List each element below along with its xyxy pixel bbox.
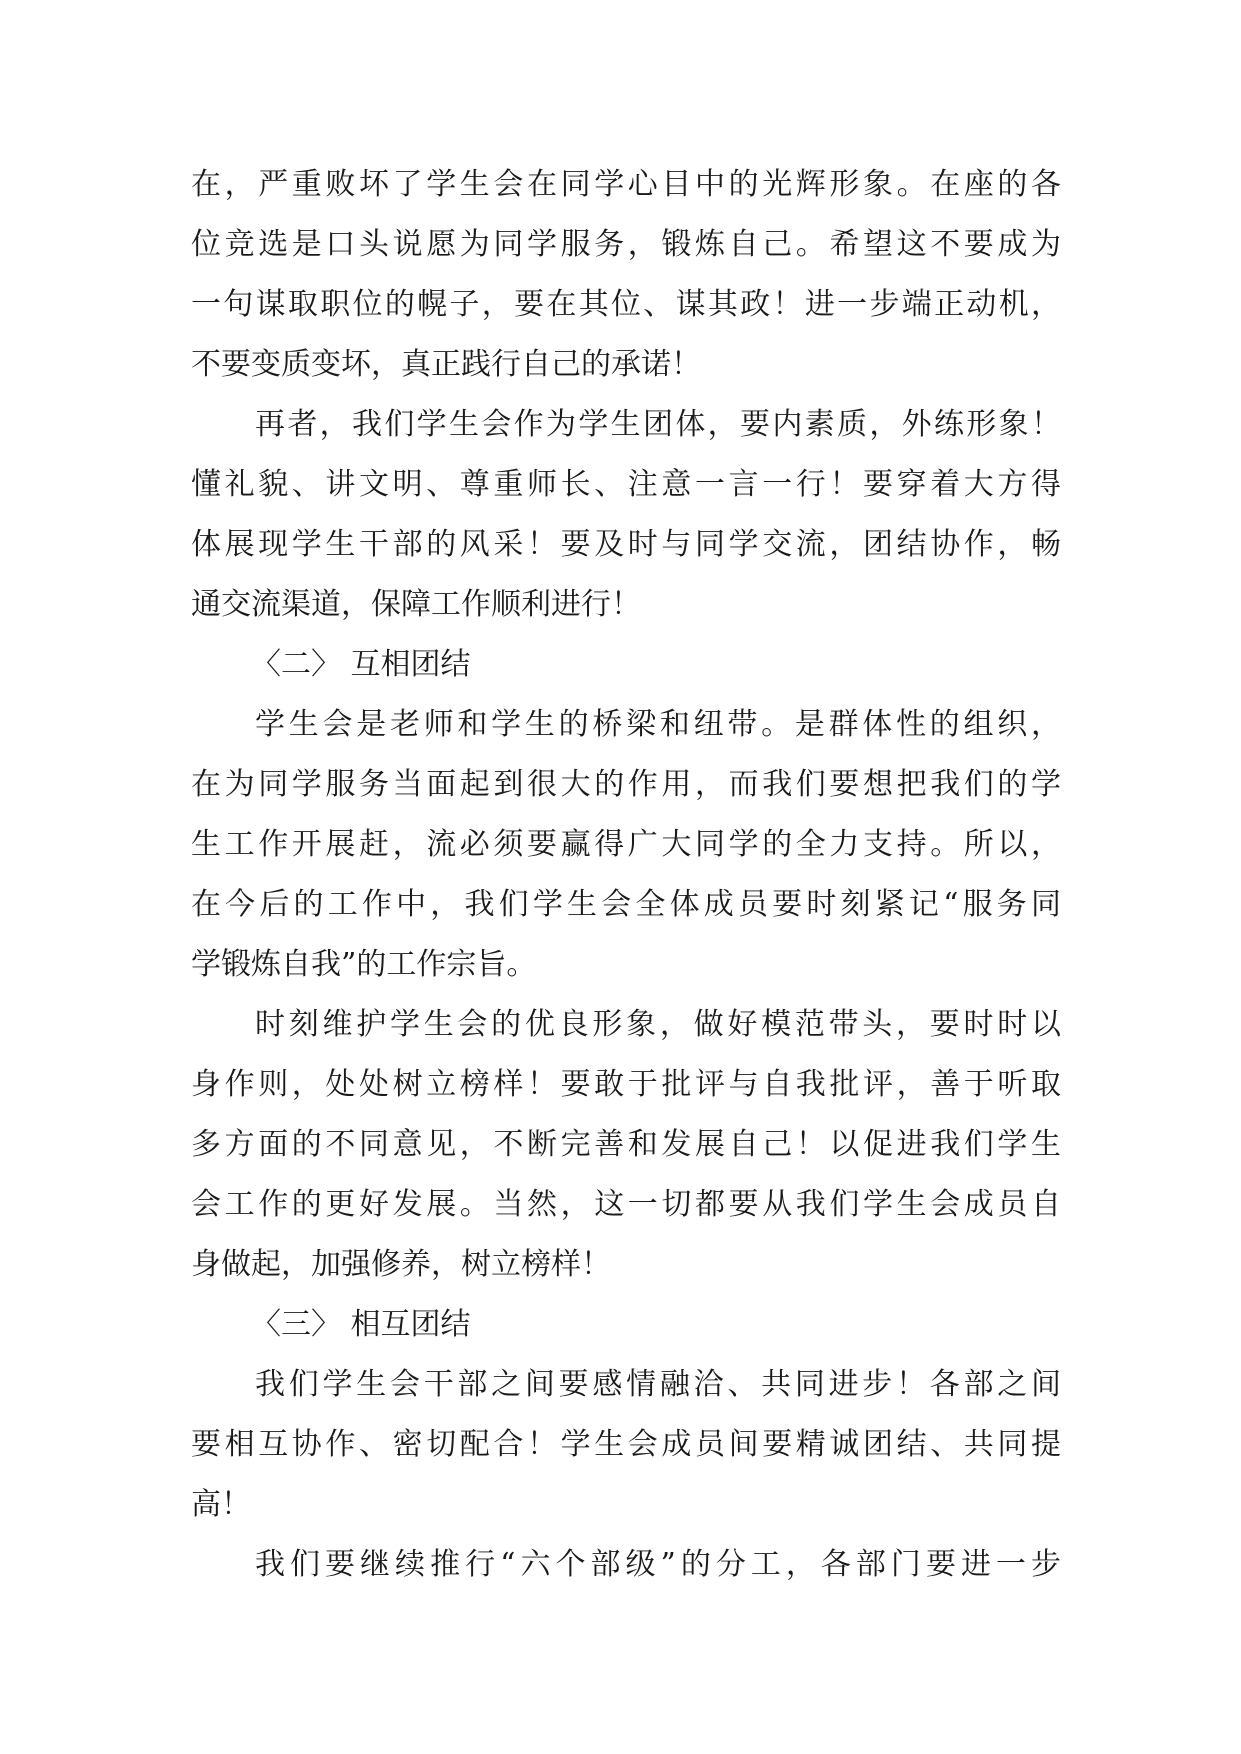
- text-line: 会工作的更好发展。当然，这一切都要从我们学生会成员自: [191, 1187, 1061, 1222]
- text-line: 通交流渠道，保障工作顺利进行！: [191, 587, 641, 622]
- paragraph-example: [191, 995, 1061, 1295]
- paragraph-bridge: [191, 695, 1061, 995]
- text-line: 学锻炼自我”的工作宗旨。: [191, 947, 537, 982]
- section-heading-3: [191, 1295, 1061, 1355]
- text-line: 懂礼貌、讲文明、尊重师长、注意一言一行！要穿着大方得: [191, 467, 1061, 502]
- text-line: 多方面的不同意见，不断完善和发展自己！以促进我们学生: [191, 1127, 1061, 1162]
- document-body: [191, 155, 1061, 1595]
- paragraph-continued: [191, 155, 1061, 395]
- heading-line: 〈三〉 相互团结: [251, 1307, 471, 1342]
- text-line: 我们要继续推行“六个部级”的分工，各部门要进一步: [255, 1547, 1061, 1582]
- paragraph-departments: [191, 1535, 1061, 1595]
- paragraph-cadres: [191, 1355, 1061, 1535]
- heading-line: 〈二〉 互相团结: [251, 647, 471, 682]
- text-line: 一句谋取职位的幌子，要在其位、谋其政！进一步端正动机，: [191, 287, 1061, 322]
- text-line: 我们学生会干部之间要感情融洽、共同进步！各部之间: [255, 1367, 1061, 1402]
- text-line: 时刻维护学生会的优良形象，做好模范带头，要时时以: [255, 1007, 1061, 1042]
- section-heading-2: [191, 635, 1061, 695]
- text-line: 要相互协作、密切配合！学生会成员间要精诚团结、共同提: [191, 1427, 1061, 1462]
- text-line: 体展现学生干部的风采！要及时与同学交流，团结协作，畅: [191, 527, 1061, 562]
- text-line: 生工作开展赶，流必须要赢得广大同学的全力支持。所以，: [191, 827, 1061, 862]
- text-line: 再者，我们学生会作为学生团体，要内素质，外练形象！: [255, 407, 1061, 442]
- text-line: 在为同学服务当面起到很大的作用，而我们要想把我们的学: [191, 767, 1061, 802]
- text-line: 在今后的工作中，我们学生会全体成员要时刻紧记“服务同: [191, 887, 1061, 922]
- paragraph-image: [191, 395, 1061, 635]
- text-line: 位竞选是口头说愿为同学服务，锻炼自己。希望这不要成为: [191, 227, 1061, 262]
- text-line: 身作则，处处树立榜样！要敢于批评与自我批评，善于听取: [191, 1067, 1061, 1102]
- text-line: 学生会是老师和学生的桥梁和纽带。是群体性的组织，: [255, 707, 1061, 742]
- text-line: 不要变质变坏，真正践行自己的承诺！: [191, 347, 701, 382]
- text-line: 在，严重败坏了学生会在同学心目中的光辉形象。在座的各: [191, 167, 1061, 202]
- text-line: 高！: [191, 1487, 251, 1522]
- text-line: 身做起，加强修养，树立榜样！: [191, 1247, 611, 1282]
